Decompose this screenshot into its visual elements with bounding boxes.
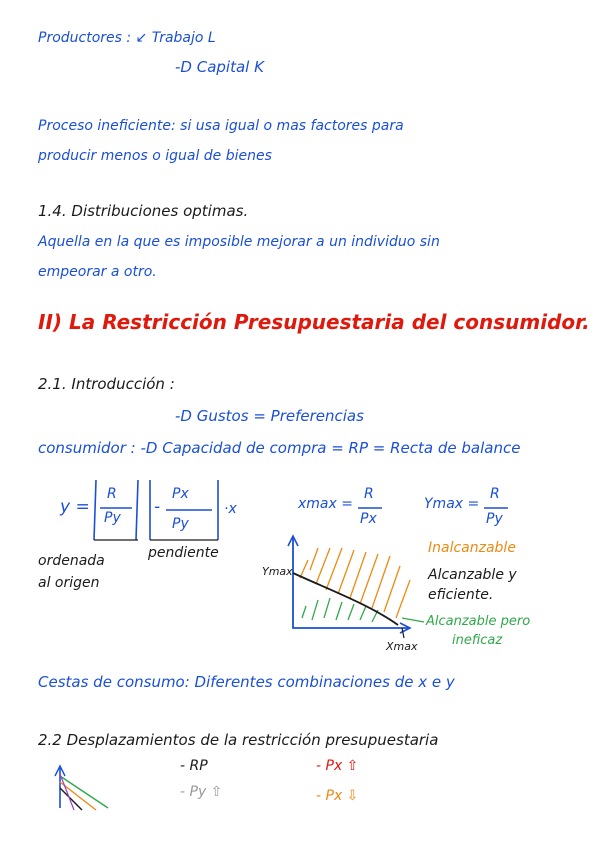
- shift-py-up: - Py ⇧: [180, 784, 223, 800]
- section-1-4-title: 1.4. Distribuciones optimas.: [38, 202, 249, 220]
- section-2-1-title: 2.1. Introducción :: [38, 375, 175, 393]
- cestas-line: Cestas de consumo: Diferentes combinaciones de x e y: [38, 673, 455, 691]
- capital-line: -D Capital K: [175, 58, 264, 76]
- equation-x: ·x: [224, 501, 237, 517]
- equation-minus: -: [154, 497, 161, 517]
- ymax-numerator: R: [490, 486, 500, 502]
- equation-px-numerator: Px: [172, 486, 189, 502]
- shift-rp: - RP: [180, 758, 208, 774]
- productores-line: Productores : ↙ Trabajo L: [38, 30, 216, 46]
- inalcanzable-label: Inalcanzable: [428, 540, 516, 556]
- alcanzable-pero-label-1: Alcanzable pero: [426, 614, 531, 629]
- ymax-formula-label: Ymax =: [424, 496, 480, 512]
- graph-xmax-label: Xmax: [386, 640, 418, 653]
- alcanzable-pero-label-2: ineficaz: [452, 633, 503, 648]
- shift-px-up: - Px ⇧: [316, 758, 359, 774]
- equation-py-denominator-2: Py: [172, 516, 189, 532]
- alcanzable-eficiente-label-2: eficiente.: [428, 587, 494, 603]
- section-1-4-line-1: Aquella en la que es imposible mejorar a un individuo sin: [38, 234, 440, 250]
- section-1-4-line-2: empeorar a otro.: [38, 264, 157, 280]
- graph-ymax-label: Ymax: [262, 565, 293, 578]
- equation-r-numerator: R: [107, 486, 117, 502]
- equation-y: y =: [60, 497, 90, 517]
- xmax-formula-label: xmax =: [298, 496, 353, 512]
- chapter-title: II) La Restricción Presupuestaria del consumidor.: [38, 310, 590, 334]
- consumidor-line: consumidor : -D Capacidad de compra = RP = Recta de balance: [38, 439, 521, 457]
- ymax-denominator: Py: [486, 511, 503, 527]
- equation-py-denominator: Py: [104, 510, 121, 526]
- section-2-2-title: 2.2 Desplazamientos de la restricción presupuestaria: [38, 731, 439, 749]
- xmax-denominator: Px: [360, 511, 377, 527]
- shift-px-down: - Px ⇩: [316, 788, 359, 804]
- gustos-line: -D Gustos = Preferencias: [175, 407, 364, 425]
- alcanzable-eficiente-label-1: Alcanzable y: [428, 567, 517, 583]
- xmax-numerator: R: [364, 486, 374, 502]
- pendiente-label: pendiente: [148, 545, 219, 561]
- ordenada-label-1: ordenada: [38, 553, 105, 569]
- ineficiente-line-2: producir menos o igual de bienes: [38, 148, 272, 164]
- ineficiente-line-1: Proceso ineficiente: si usa igual o mas factores para: [38, 118, 404, 134]
- ordenada-label-2: al origen: [38, 575, 100, 591]
